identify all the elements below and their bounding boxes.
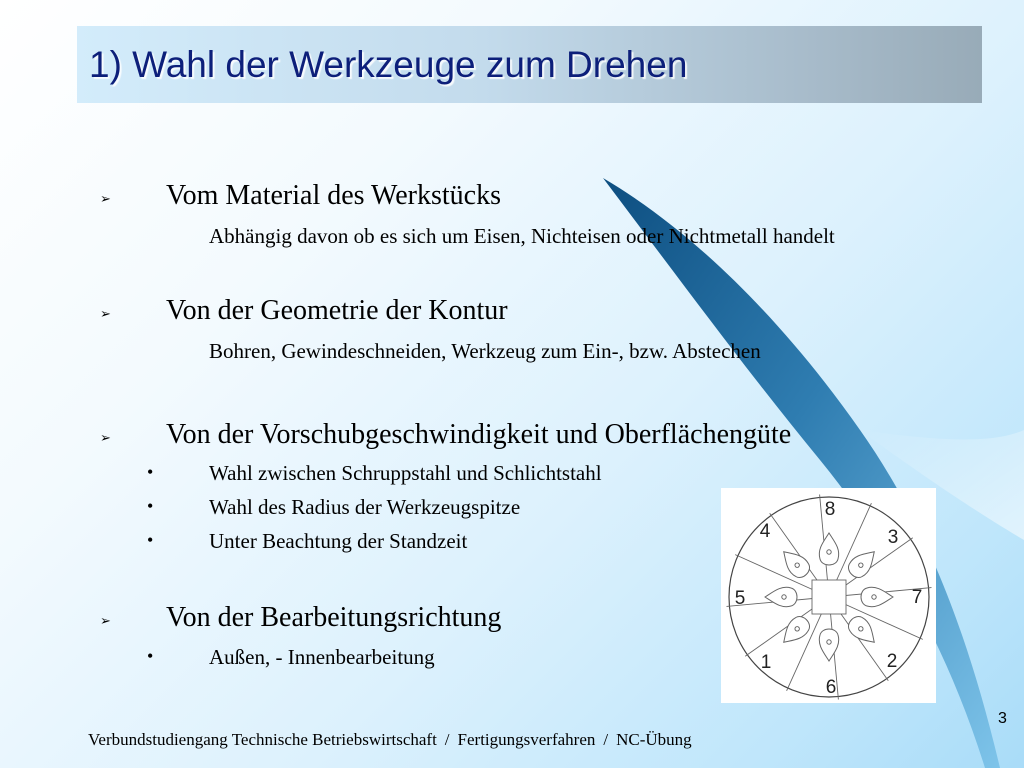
sub-bullet: Wahl des Radius der Werkzeugspitze bbox=[209, 495, 521, 519]
footer-course: Verbundstudiengang Technische Betriebswirtschaft bbox=[88, 730, 437, 749]
footer-separator: / bbox=[444, 730, 450, 749]
bullet-icon: • bbox=[147, 496, 154, 516]
position-label-2: 2 bbox=[886, 651, 898, 672]
slide-title: 1) Wahl der Werkzeuge zum Drehen bbox=[89, 44, 688, 85]
item-heading: Vom Material des Werkstücks bbox=[166, 180, 501, 211]
sub-bullet: Wahl zwischen Schruppstahl und Schlichtstahl bbox=[209, 461, 602, 485]
page-number: 3 bbox=[998, 710, 1007, 727]
arrow-bullet-icon: ➢ bbox=[100, 307, 111, 322]
position-label-7: 7 bbox=[911, 587, 923, 608]
footer-exercise: NC-Übung bbox=[616, 730, 692, 749]
arrow-bullet-icon: ➢ bbox=[100, 431, 111, 446]
arrow-bullet-icon: ➢ bbox=[100, 192, 111, 207]
sub-bullet: Unter Beachtung der Standzeit bbox=[209, 529, 468, 553]
footer-subject: Fertigungsverfahren bbox=[457, 730, 596, 749]
position-label-4: 4 bbox=[759, 521, 771, 542]
item-heading: Von der Geometrie der Kontur bbox=[166, 295, 508, 326]
position-label-8: 8 bbox=[824, 499, 836, 520]
tool-position-diagram bbox=[721, 488, 936, 703]
bullet-icon: • bbox=[147, 530, 154, 550]
bullet-icon: • bbox=[147, 646, 154, 666]
position-label-1: 1 bbox=[760, 652, 772, 673]
arrow-bullet-icon: ➢ bbox=[100, 614, 111, 629]
footer-separator: / bbox=[603, 730, 609, 749]
position-label-5: 5 bbox=[734, 588, 746, 609]
item-heading: Von der Vorschubgeschwindigkeit und Oberflächengüte bbox=[166, 419, 792, 450]
slide-footer bbox=[88, 730, 692, 750]
item-detail: Abhängig davon ob es sich um Eisen, Nichteisen oder Nichtmetall handelt bbox=[209, 224, 835, 248]
bullet-icon: • bbox=[147, 462, 154, 482]
position-label-6: 6 bbox=[825, 677, 837, 698]
item-detail: Bohren, Gewindeschneiden, Werkzeug zum Ein-, bzw. Abstechen bbox=[209, 339, 761, 363]
title-bar bbox=[77, 26, 982, 103]
tool-position-svg bbox=[721, 488, 936, 703]
sub-bullet: Außen, - Innenbearbeitung bbox=[209, 645, 435, 669]
item-heading: Von der Bearbeitungsrichtung bbox=[166, 602, 502, 633]
position-label-3: 3 bbox=[887, 527, 899, 548]
